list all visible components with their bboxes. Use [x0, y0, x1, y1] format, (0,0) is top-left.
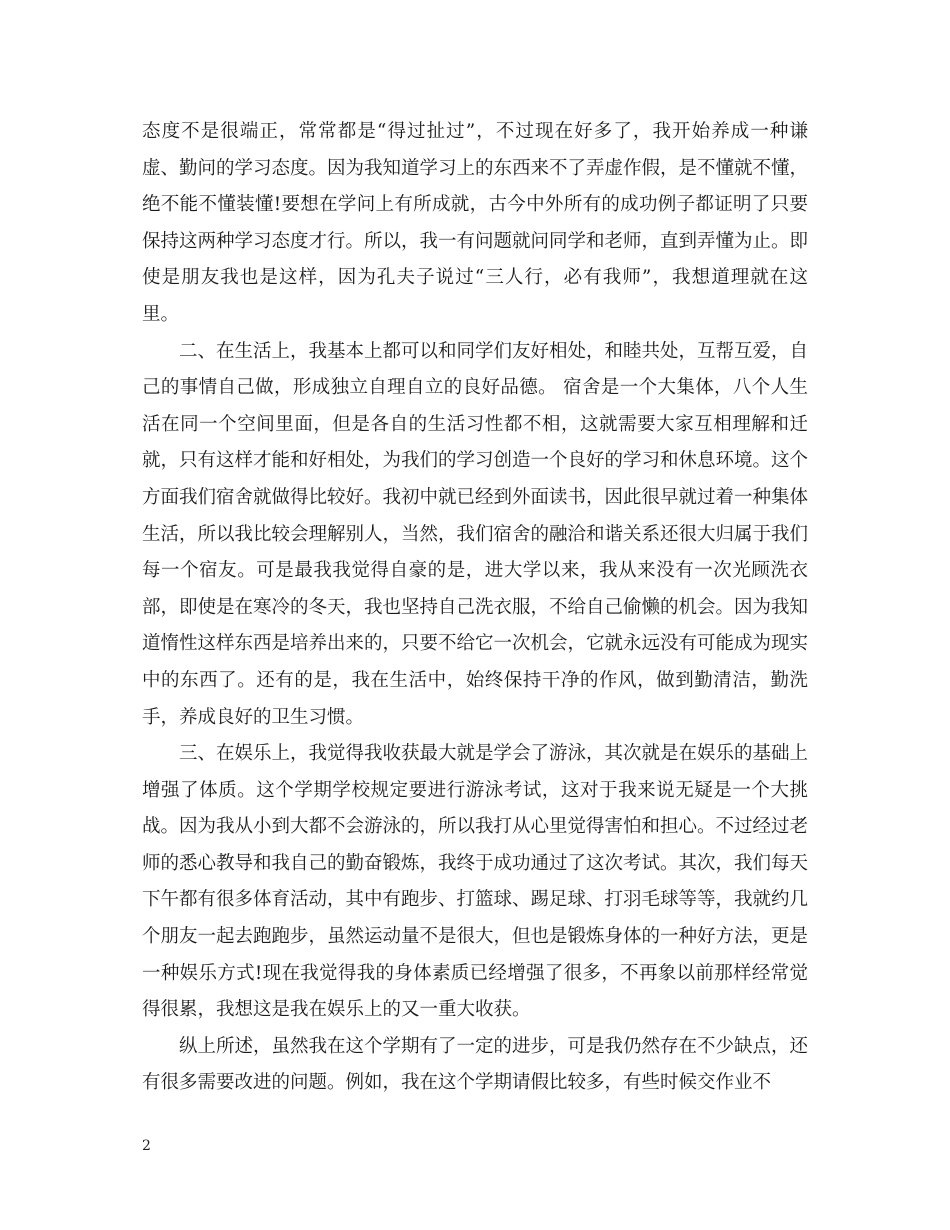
page-number: 2: [142, 1138, 151, 1154]
paragraph-continuation: 态度不是很端正，常常都是“得过扯过”，不过现在好多了，我开始养成一种谦虚、勤问的学习态度。因为我知道学习上的东西来不了弄虚作假，是不懂就不懂，绝不能不懂装懂!要想在学问上有所成就，古今中外所有的成功例子都证明了只要保持这两种学习态度才行。所以，我一有问题就问同学和老师，直到弄懂为止。即使是朋友我也是这样，因为孔夫子说过“三人行，必有我师”，我想道理就在这里。: [142, 121, 809, 325]
document-body: [142, 114, 808, 1102]
paragraph-summary: 纵上所述，虽然我在这个学期有了一定的进步，可是我仍然存在不少缺点，还有很多需要改进的问题。例如，我在这个学期请假比较多，有些时候交作业不: [142, 1035, 809, 1094]
paragraph-life: 二、在生活上，我基本上都可以和同学们友好相处，和睦共处，互帮互爱，自己的事情自己做，形成独立自理自立的良好品德。 宿舍是一个大集体，八个人生活在同一个空间里面，但是各自的生活习性都不相，这就需要大家互相理解和迁就，只有这样才能和好相处，为我们的学习创造一个良好的学习和休息环境。这个方面我们宿舍就做得比较好。我初中就已经到外面读书，因此很早就过着一种集体生活，所以我比较会理解别人，当然，我们宿舍的融洽和谐关系还很大归属于我们每一个宿友。可是最我我觉得自豪的是，进大学以来，我从来没有一次光顾洗衣部，即使是在寒冷的冬天，我也坚持自己洗衣服，不给自己偷懒的机会。因为我知道惰性这样东西是培养出来的，只要不给它一次机会，它就永远没有可能成为现实中的东西了。还有的是，我在生活中，始终保持干净的作风，做到勤清洁，勤洗手，养成良好的卫生习惯。: [142, 340, 809, 728]
paragraph-entertainment: 三、在娱乐上，我觉得我收获最大就是学会了游泳，其次就是在娱乐的基础上增强了体质。这个学期学校规定要进行游泳考试，这对于我来说无疑是一个大挑战。因为我从小到大都不会游泳的，所以我打从心里觉得害怕和担心。不过经过老师的悉心教导和我自己的勤奋锻炼，我终于成功通过了这次考试。其次，我们每天下午都有很多体育活动，其中有跑步、打篮球、踢足球、打羽毛球等等，我就约几个朋友一起去跑跑步，虽然运动量不是很大，但也是锻炼身体的一种好方法，更是一种娱乐方式!现在我觉得我的身体素质已经增强了很多，不再象以前那样经常觉得很累，我想这是我在娱乐上的又一重大收获。: [142, 743, 809, 1021]
